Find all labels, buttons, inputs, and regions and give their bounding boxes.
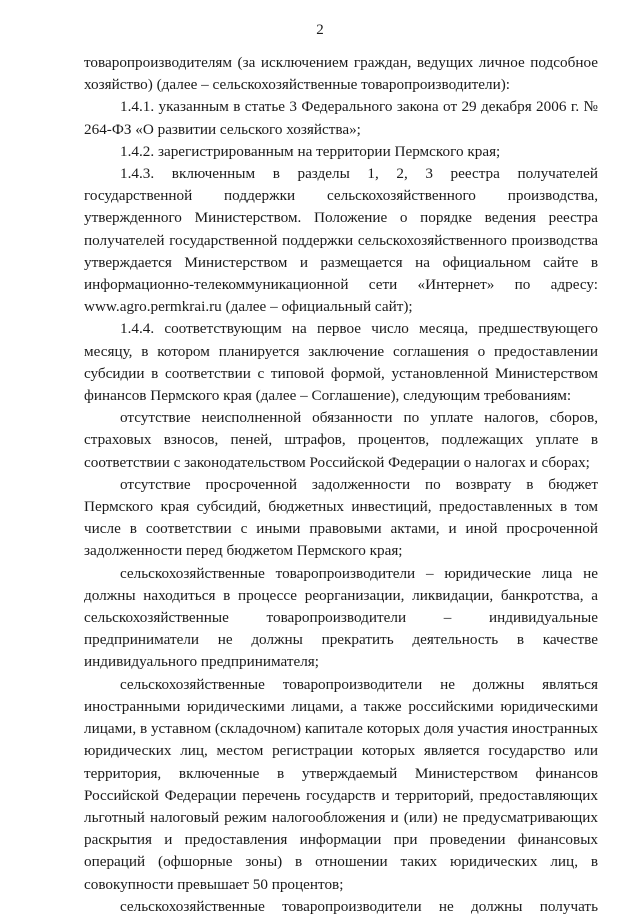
requirement-no-reorganization: сельскохозяйственные товаропроизводители – юридические лица не должны находиться в процессе реорганизации, ликвидации, банкротства, а сельскохозяйственные товаропроизводители – индивидуальные предприниматели не должны прекратить деятельность в качестве индивидуального предпринимателя; (84, 564, 598, 671)
paragraph-1-4-4: 1.4.4. соответствующим на первое число месяца, предшествующего месяцу, в котором планируется заключение соглашения о предоставлении субсидии в соответствии с типовой формой, установленной Министерством финансов Пермского края (далее – Соглашение), следующим требованиям: (84, 320, 598, 405)
requirement-not-foreign-entity: сельскохозяйственные товаропроизводители не должны являться иностранными юридическими лицами, а также российскими юридическими лицами, в уставном (складочном) капитале которых доля участия иностранных юридических лиц, местом регистрации которых является государство или территория, включенные в утверждаемый Министерством финансов Российской Федерации перечень государств и территорий, предоставляющих льготный налоговый режим налогообложения и (или) не предусматривающих раскрытия и предоставления информации при проведении финансовых операций (офшорные зоны) в отношении таких юридических лиц, в совокупности превышает 50 процентов; (84, 675, 598, 893)
requirement-not-receive-funds: сельскохозяйственные товаропроизводители не должны получать (120, 897, 598, 915)
paragraph-continuation: товаропроизводителям (за исключением граждан, ведущих личное подсобное хозяйство) (далее – сельскохозяйственные товаропроизводители): (84, 54, 598, 94)
requirement-no-budget-debt: отсутствие просроченной задолженности по возврату в бюджет Пермского края субсидий, бюджетных инвестиций, предоставленных в том числе в соответствии с иными правовыми актами, и иной просроченной задолженности перед бюджетом Пермского края; (84, 475, 598, 560)
paragraph-1-4-2: 1.4.2. зарегистрированным на территории Пермского края; (120, 142, 501, 160)
paragraph-1-4-1: 1.4.1. указанным в статье 3 Федерального закона от 29 декабря 2006 г. № 264-ФЗ «О развитии сельского хозяйства»; (84, 98, 598, 138)
paragraph-1-4-3: 1.4.3. включенным в разделы 1, 2, 3 реестра получателей государственной поддержки сельскохозяйственного производства, утвержденного Министерством. Положение о порядке ведения реестра получателей государственной поддержки сельскохозяйственного производства утверждается Министерством и размещается на официальном сайте в информационно-телекоммуникационной сети «Интернет» по адресу: www.agro.permkrai.ru (далее – официальный сайт); (84, 165, 598, 316)
requirement-no-tax-debt: отсутствие неисполненной обязанности по уплате налогов, сборов, страховых взносов, пеней, штрафов, процентов, подлежащих уплате в соответствии с законодательством Российской Федерации о налогах и сборах; (84, 409, 598, 471)
document-body (84, 52, 598, 918)
page-number: 2 (316, 22, 324, 38)
